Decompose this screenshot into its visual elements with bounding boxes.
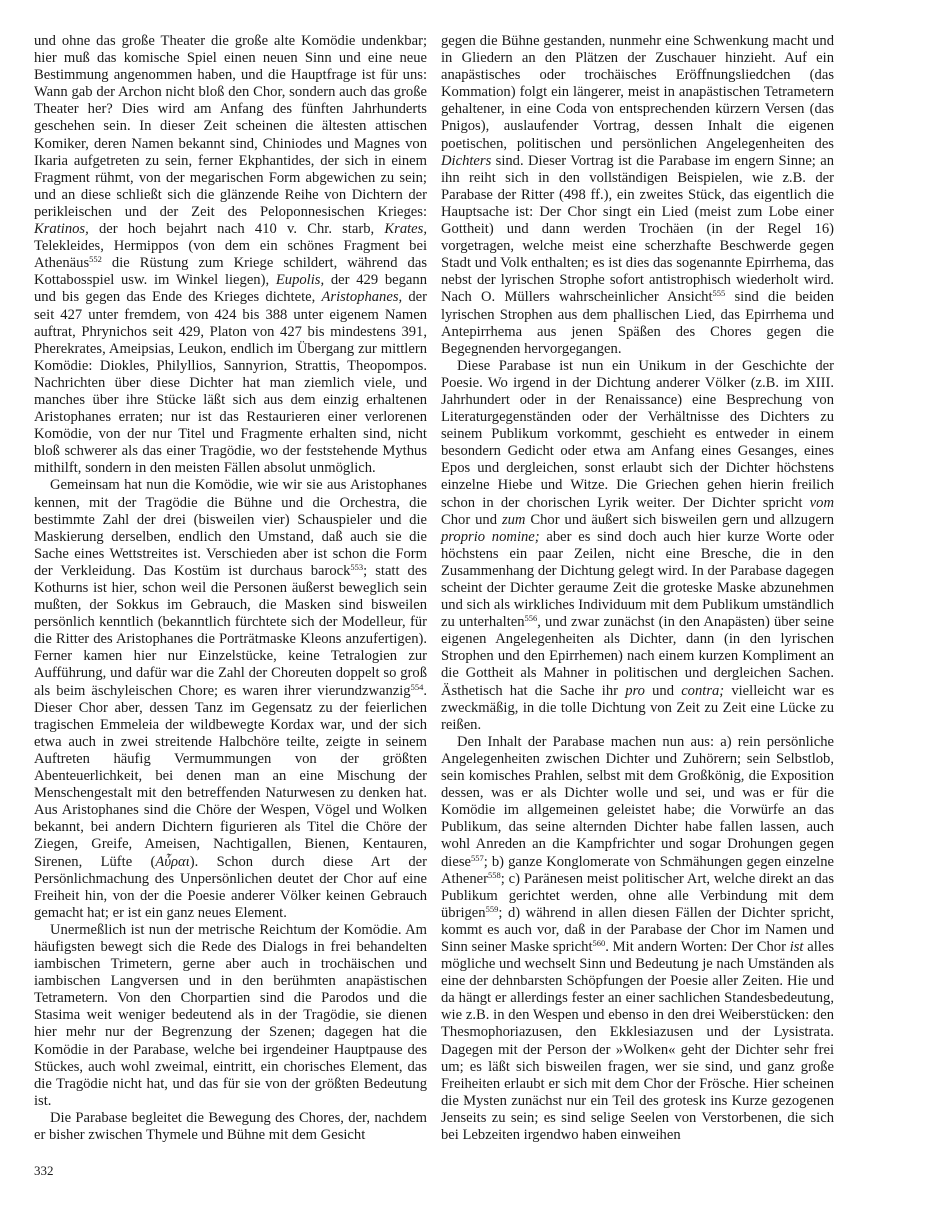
paragraph: [34, 1110, 427, 1144]
text-segment: sind die beiden lyrischen Strophen aus dem phallischen Lied, das Epirrhema und Antepirrhema aus jenen Späßen des Chores gegen die Begegnenden hervorgegangen.: [441, 289, 834, 357]
italic-text: Krates,: [384, 221, 427, 238]
italic-text: Eupolis,: [275, 272, 325, 289]
italic-text: pro: [625, 682, 645, 699]
left-text-column: [34, 33, 427, 1144]
text-segment: die Rüstung zum Kriege schildert, während das Kottabosspiel usw. im Winkel liegen),: [34, 255, 427, 289]
text-segment: und ohne das große Theater die große alte Komödie undenkbar; hier muß das komische Spiel einen neuen Sinn und eine neue Bestimmung angenommen haben, und die Hauptfrage ist für uns: Wann gab der Archon nicht bloß den Chor, sondern auch das große Theater her? Dies wird am Anfang des fünften Jahrhunderts geschehen sein. In dieser Zeit scheinen die ältesten attischen Komiker, deren Namen bekannt sind, Chiniodes und Magnes von Ikaria aufgetreten zu sein, ferner Ekphantides, der sich in einem Fragment rühmt, von der megarischen Form abgewichen zu sein; und an diese schließt sich die glänzende Reihe von Dichtern der perikleischen und der Zeit des Peloponnesischen Krieges:: [34, 33, 427, 220]
paragraph: [441, 358, 834, 734]
text-segment: und: [644, 682, 682, 699]
right-text-column: [441, 33, 834, 1144]
paragraph: [441, 734, 834, 1144]
footnote-reference: 557: [471, 852, 484, 863]
text-segment: Chor und: [441, 511, 502, 528]
text-segment: Die Parabase begleitet die Bewegung des Chores, der, nachdem er bisher zwischen Thymele und Bühne mit dem Gesicht: [34, 1109, 427, 1143]
footnote-reference: 558: [488, 869, 501, 880]
text-segment: vielleicht war es zweckmäßig, in die tolle Dichtung von Zeit zu Zeit eine Lücke zu reißen.: [441, 682, 835, 733]
text-segment: aber es sind doch auch hier kurze Worte oder höchstens ein paar Zeilen, nicht eine Bresche, die in den Zusammenhang der Dichtung gelegt wird. In der Parabase dagegen scheint der Dichter geraume Zeit die groteske Maske abzunehmen und sich als wirkliches Individuum mit dem Publikum umständlich zu unterhalten: [441, 528, 834, 631]
italic-text: zum: [501, 511, 526, 528]
paragraph: [441, 33, 834, 358]
text-segment: . Dieser Chor aber, dessen Tanz im Gegensatz zu der feierlichen tragischen Emmeleia der wildbewegte Kordax war, und der sich etwa auch in zwei streitende Halbchöre teilte, zeigte in seinem Auftreten häufig Vermummungen von der größten Abenteuerlichkeit, bei denen man an eine Mischung der Menschengestalt mit den betreffenden Naturwesen zu denken hat. Aus Aristophanes sind die Chöre der Wespen, Vögel und Wolken bekannt, bei andern Dichtern figurieren als Titel die Chöre der Ziegen, Greife, Ameisen, Nachtigallen, Bienen, Kentauren, Sirenen, Lüfte (: [34, 682, 427, 870]
paragraph: [34, 33, 427, 477]
paragraph: [34, 922, 427, 1110]
footnote-reference: 554: [410, 681, 424, 692]
text-segment: der 429 begann und bis gegen das Ende des Krieges dichtete,: [34, 272, 427, 306]
text-segment: , und zwar zunächst (in den Anapästen) über seine eigenen Angelegenheiten als Dichter, dann (in den lyrischen Strophen und den Epirrhemen) nach einem kurzen Kompliment an die Gottheit als Mahner in politischen und dergleichen Sachen. Ästhetisch hat die Sache ihr: [441, 614, 834, 699]
text-segment: gegen die Bühne gestanden, nunmehr eine Schwenkung macht und in Gliedern an den Plätzen der Zuschauer hinzieht. Auf ein anapästisches oder trochäisches Eröffnungsliedchen (das Kommation) folgt ein längerer, meist in anapästischen Tetrametern gehaltener, in eine Coda von entsprechenden kürzern Versen (das Pnigos), auslaufender Vortrag, dessen Inhalt die eigenen poetischen, politischen und persönlichen Angelegenheiten des: [441, 33, 834, 152]
italic-text: Dichters: [441, 152, 492, 169]
text-segment: ; statt des Kothurns ist hier, schon weil die Personen äußerst beweglich sein mußten, der Sokkus im Gebrauch, die Masken sind bisweilen persönlich kenntlich (bekanntlich fürchtete sich der Modelleur, für die Ritter des Aristophanes die Porträtmaske Kleons anzufertigen). Ferner kamen hier nur Einzelstücke, keine Tetralogien zur Aufführung, und dafür war die Zahl der Choreuten doppelt so groß als beim äschyleischen Chore; es waren ihrer vierundzwanzig: [34, 562, 427, 699]
page-number: 332: [34, 1163, 54, 1178]
text-segment: Gemeinsam hat nun die Komödie, wie wir sie aus Aristophanes kennen, mit der Tragödie die Bühne und die Orchestra, die bestimmte Zahl der drei (bisweilen vier) Schauspieler und die Maskierung derselben, endlich den Umstand, daß auch sie die Sache eines Wettstreites ist. Verschieden aber ist schon die Form der Verkleidung. Das Kostüm ist durchaus barock: [34, 477, 427, 579]
footnote-reference: 555: [712, 288, 726, 299]
text-segment: ; b) ganze Konglomerate von Schmähungen gegen einzelne Athener: [441, 853, 834, 887]
text-segment: ; d) während in allen diesen Fällen der Dichter spricht, kommt es auch vor, daß in der Parabase der Chor im Namen und Sinn seiner Maske spricht: [441, 904, 834, 955]
text-segment: alles mögliche und wechselt Sinn und Bedeutung je nach Umständen als eine der dehnbarsten Schöpfungen der Poesie aller Zeiten. Hie und da hängt er allerdings fester an einer sachlichen Standesbedeutung, wie z.B. in den Wespen und ebenso in den drei Weiberstücken: den Thesmophoriazusen, den Ekklesiazusen und der Lysistrata. Dagegen mit der Person der »Wolken« geht der Dichter sehr frei um; es läßt sich bisweilen fragen, wer sie sind, und ganz große Freiheiten erlaubt er sich mit dem Chor der Frösche. Hier scheinen die Mysten zunächst nur ein Teil des grotesk ins Kurze gezogenen Jenseits zu sein; es sind selige Seelen von Verstorbenen, die sich bei Lebzeiten irgendwo haben einweihen: [441, 938, 834, 1143]
text-segment: ; c) Paränesen meist politischer Art, welche direkt an das Publikum gerichtet werden, ohne alle Verbindung mit dem übrigen: [441, 870, 834, 921]
italic-text: vom: [809, 494, 834, 511]
text-segment: der hoch bejahrt nach 410 v. Chr. starb,: [88, 221, 385, 238]
italic-text: Αὖραι: [155, 853, 190, 870]
paragraph: [34, 477, 427, 921]
text-segment: Diese Parabase ist nun ein Unikum in der Geschichte der Poesie. Wo irgend in der Dichtung anderer Völker (z.B. im XIII. Jahrhundert oder in der Renaissance) eine Besprechung von Literaturgegenständen oder der Verhältnisse des Dichters zu seinem Publikum vorkommt, geschieht es entweder in einem besondern Gedicht oder etwa am Anfang eines Gesanges, eines Epos und dergleichen, sonst erlaubt sich der Dichter höchstens einzelne Hiebe und Witze. Die Griechen gehen hierin freilich schon in der chorischen Lyrik weiter. Der Dichter spricht: [441, 357, 834, 511]
italic-text: contra;: [681, 682, 725, 699]
text-segment: sind. Dieser Vortrag ist die Parabase im engern Sinne; an ihn reiht sich in den vollständigen Beispielen, wie z.B. der Parabase der Ritter (498 ff.), ein zweites Stück, das eigentlich die Hauptsache ist: Der Chor singt ein Lied (meist zum Lobe einer Gottheit) und dann werden Trochäen (in der Regel 16) vorgetragen, welche meist eine scherzhafte Beschwerde gegen Stadt und Volk enthalten; es ist dies das sogenannte Epirrhema, das nebst der lyrischen Strophe sofort antistrophisch wiederholt wird. Nach O. Müllers wahrscheinlicher Ansicht: [441, 152, 834, 306]
text-segment: Unermeßlich ist nun der metrische Reichtum der Komödie. Am häufigsten bewegt sich die Rede des Dialogs in frei behandelten iambischen Trimetern, gerne aber auch in trochäischen und iambischen Langversen und in den berühmten anapästischen Tetrametern. Von den Chorpartien sind die Parodos und die Stasima weit weniger bedeutend als in der Tragödie, sie dienen hier mehr nur der Begrenzung der Szenen; dagegen hat die Komödie in der Parabase, welche bei irgendeiner Hauptpause des Stückes, auch wohl zweimal, eintritt, ein chorisches Element, das die Tragödie nicht hat, und das für sie von der größten Bedeutung ist.: [34, 921, 427, 1109]
text-segment: der seit 427 unter fremdem, von 424 bis 388 unter eigenem Namen auftrat, Phrynichos seit 429, Platon von 427 bis mindestens 391, Pherekrates, Ameipsias, Leukon, endlich im Übergang zur mittlern Komödie: Diokles, Philyllios, Sannyrion, Strattis, Theopompos. Nachrichten über diese Dichter hat man ziemlich viele, und manches über ihre Stücke läßt sich aus dem einzig erhaltenen Aristophanes erraten; nur ist das Restaurieren einer verlorenen Komödie, von der nur Titel und Fragmente erhalten sind, nicht bloß schwerer als das einer Tragödie, wo der feststehende Mythus mithilft, sondern in den meisten Fällen absolut unmöglich.: [34, 289, 427, 477]
text-segment: . Mit andern Worten: Der Chor: [605, 938, 790, 955]
footnote-reference: 552: [89, 254, 102, 265]
text-segment: Chor und äußert sich bisweilen gern und allzugern: [525, 511, 835, 528]
footnote-reference: 556: [524, 613, 538, 624]
text-segment: ). Schon durch diese Art der Persönlichmachung des Unpersönlichen deutet der Chor auf eine Freiheit hin, von der die Poesie anderer Völker keinen Gebrauch gemacht hat; er ist ein ganz neues Element.: [34, 853, 427, 921]
footnote-reference: 553: [350, 561, 364, 572]
italic-text: Kratinos,: [34, 221, 89, 238]
text-segment: Telekleides, Hermippos (von dem ein schönes Fragment bei Athenäus: [34, 238, 427, 272]
italic-text: proprio nomine;: [441, 528, 540, 545]
footnote-reference: 559: [485, 903, 499, 914]
text-segment: Den Inhalt der Parabase machen nun aus: a) rein persönliche Angelegenheiten zwischen Dichter und Zuhörern; sein Selbstlob, sein komisches Prahlen, selbst mit dem Großkönig, die Exposition dessen, was er als Dichter wolle und sei, und was er für die Komödie im allgemeinen geleistet habe; die Vorwürfe an das Publikum, das seine alternden Dichter habe fallen lassen, auch wohl Anreden an die Kampfrichter und sogar Drohungen gegen diese: [441, 733, 834, 870]
footnote-reference: 560: [592, 937, 606, 948]
italic-text: ist: [789, 938, 804, 955]
italic-text: Aristophanes,: [321, 289, 403, 306]
